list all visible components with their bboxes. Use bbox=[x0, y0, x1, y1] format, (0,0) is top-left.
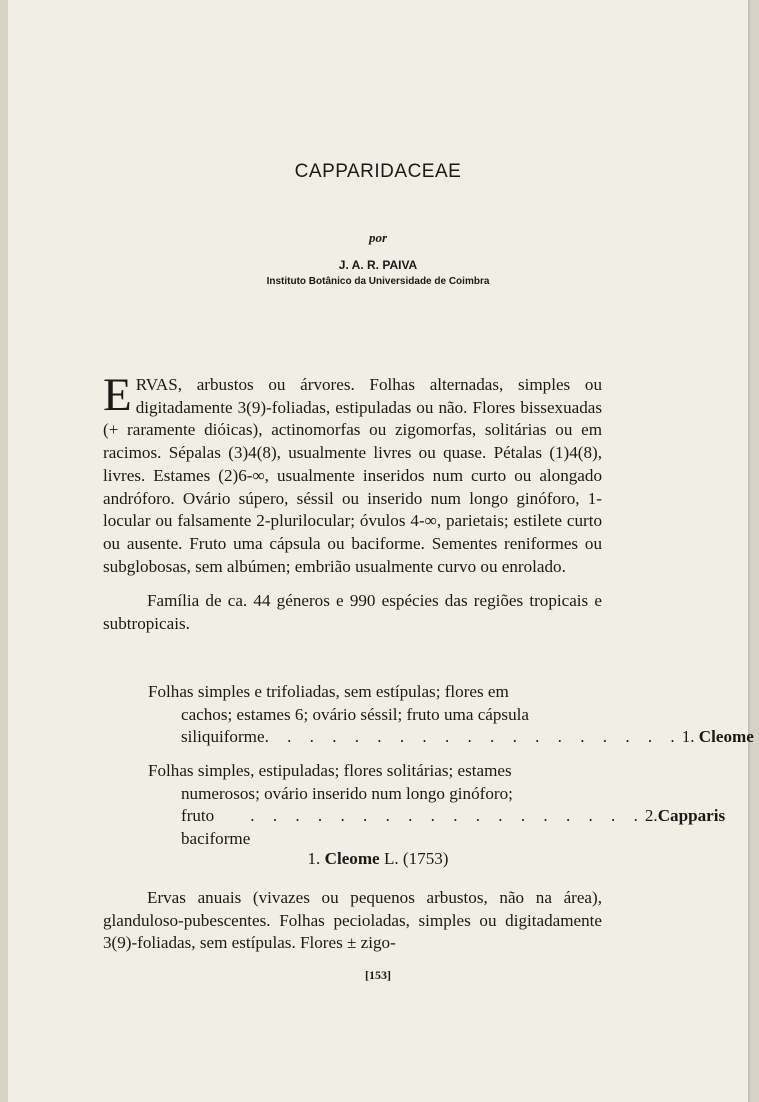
family-title: CAPPARIDACEAE bbox=[294, 161, 462, 182]
key-entry-1 bbox=[103, 681, 754, 749]
key-entry-lead: Folhas simples e trifoliadas, sem estípulas; flores em bbox=[148, 682, 509, 701]
key-entry-result-line bbox=[103, 726, 754, 749]
leader-dots: . . . . . . . . . . . . . . . . . . . bbox=[264, 727, 682, 747]
family-note: Família de ca. 44 géneros e 990 espécies das regiões tropicais e subtropicais. bbox=[103, 591, 602, 634]
page-number: [153] bbox=[365, 968, 391, 982]
genus-number: 1. bbox=[307, 849, 321, 868]
intro-paragraph bbox=[103, 369, 602, 578]
intro-text: RVAS, arbustos ou árvores. Folhas alternadas, simples ou digitadamente 3(9)-foliadas, estipuladas ou não. Flores bissexuadas (+ raramente dióicas), actinomorfas ou zigomorfas, solitárias ou em racimos. Sépalas (3)4(8), usualmente livres ou quase. Pétalas (1)4(8), livres. Estames (2)6-∞, usualmente inseridos num curto ou alongado andróforo. Ovário súpero, séssil ou inserido num longo ginóforo, 1-locular ou falsamente 2-plurilocular; óvulos 4-∞, parietais; estilete curto ou ausente. Fruto uma cápsula ou baciforme. Sementes reniformes ou subglobosas, sem albúmen; embrião usualmente curvo ou enrolado. bbox=[103, 375, 602, 576]
key-result-number: 1. bbox=[681, 727, 695, 747]
key-entry-last-text: fruto baciforme bbox=[181, 806, 251, 849]
key-result-genus: Capparis bbox=[657, 806, 726, 826]
key-entry-continuation: numerosos; ovário inserido num longo ginóforo; bbox=[181, 783, 513, 803]
key-result bbox=[645, 805, 725, 850]
genus-description: Ervas anuais (vivazes ou pequenos arbustos, não na área), glanduloso-pubescentes. Folhas pecioladas, simples ou digitadamente 3(9)-foliadas, sem estípulas. Flores ± zigo- bbox=[103, 888, 602, 953]
key-entry-last-text: siliquiforme bbox=[181, 727, 265, 747]
document-page bbox=[8, 0, 754, 1102]
key-entry-lead: Folhas simples, estipuladas; flores solitárias; estames bbox=[148, 761, 512, 780]
key-entry-result-line bbox=[103, 805, 726, 850]
key-result bbox=[682, 726, 754, 749]
genus-heading bbox=[8, 849, 748, 869]
genus-author: L. (1753) bbox=[383, 849, 449, 868]
genus-name: Cleome bbox=[324, 849, 380, 868]
key-result-number: 2. bbox=[644, 806, 658, 826]
key-result-genus: Cleome bbox=[698, 727, 754, 747]
family-description bbox=[103, 369, 602, 636]
author-institution: Instituto Botânico da Universidade de Coimbra bbox=[266, 276, 490, 287]
author-name: J. A. R. PAIVA bbox=[338, 258, 418, 272]
key-entry-continuation: cachos; estames 6; ovário séssil; fruto uma cápsula bbox=[181, 704, 529, 724]
key-entry-2 bbox=[103, 760, 726, 851]
leader-dots: . . . . . . . . . . . . . . . . . . bbox=[250, 806, 645, 826]
drop-cap: E bbox=[103, 369, 132, 421]
byline: por bbox=[368, 230, 388, 245]
